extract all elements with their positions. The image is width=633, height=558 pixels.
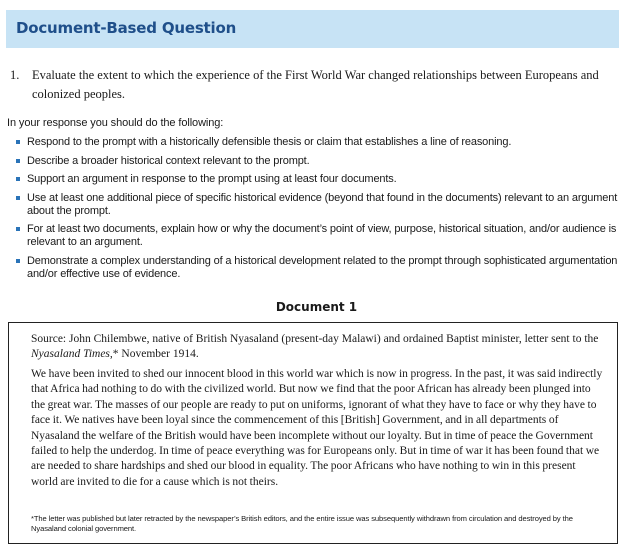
section-title: Document-Based Question: [16, 19, 237, 37]
instruction-item: [16, 192, 621, 218]
source-publication: Nyasaland Times,: [31, 348, 113, 360]
section-header: [6, 10, 619, 48]
source-prefix: Source: John Chilembwe, native of British Nyasaland (present-day Malawi) and ordained Baptist minister, letter sent to the: [31, 333, 599, 345]
instruction-text: Support an argument in response to the prompt using at least four documents.: [27, 173, 397, 185]
question-number: 1.: [10, 68, 20, 82]
bullet-icon: [16, 227, 20, 231]
bullet-icon: [16, 159, 20, 163]
instruction-text: Use at least one additional piece of specific historical evidence (beyond that found in the documents) relevant to an argument about the prompt.: [27, 191, 618, 217]
instruction-text: Respond to the prompt with a historically defensible thesis or claim that establishes a line of reasoning.: [27, 136, 512, 148]
question-text: Evaluate the extent to which the experience of the First World War changed relationships between Europeans and colonized peoples.: [32, 68, 599, 101]
instruction-item: [16, 173, 621, 186]
instruction-item: [16, 136, 621, 149]
instructions-intro: In your response you should do the following:: [7, 117, 224, 129]
bullet-icon: [16, 140, 20, 144]
instruction-text: Describe a broader historical context relevant to the prompt.: [27, 154, 310, 167]
bullet-icon: [16, 196, 20, 200]
instruction-text: Demonstrate a complex understanding of a historical development related to the prompt through sophisticated argumentation and/or effective use of evidence.: [27, 254, 618, 280]
document-box: [8, 322, 618, 544]
source-suffix: * November 1914.: [112, 348, 199, 360]
instruction-text: For at least two documents, explain how or why the document’s point of view, purpose, historical situation, and/or audience is relevant to an argument.: [27, 223, 617, 248]
instruction-item: [16, 223, 621, 249]
document-footnote: *The letter was published but later retracted by the newspaper’s British editors, and the entire issue was subsequently withdrawn from circulation and destroyed by the Nyasaland colonial government.: [31, 514, 573, 533]
bullet-icon: [16, 177, 20, 181]
document-source: [31, 332, 603, 362]
instruction-item: [16, 155, 621, 168]
document-body: We have been invited to shed our innocent blood in this world war which is now in progress. In the past, it was said indirectly that Africa had nothing to do with the civilized world. But now we find that the poor African has already been plunged into the great war. The masses of our people are ready to put on uniforms, ignorant of what they have to face or why they have to face it. We natives have been loyal since the commencement of this [British] Government, and in all departments of Nyasaland the welfare of the British would have been incomplete without our loyalty. But in time of peace the Government failed to help the underdog. In time of peace everything was for Europeans only. But in time of war it has been found that we are needed to share hardships and shed our blood in equality. The poor Africans who have nothing to win in this present world are invited to die for a cause which is not theirs.: [31, 368, 603, 488]
instruction-item: [16, 255, 621, 281]
document-heading: Document 1: [275, 300, 358, 314]
bullet-icon: [16, 259, 20, 263]
instructions-list: [16, 136, 621, 286]
